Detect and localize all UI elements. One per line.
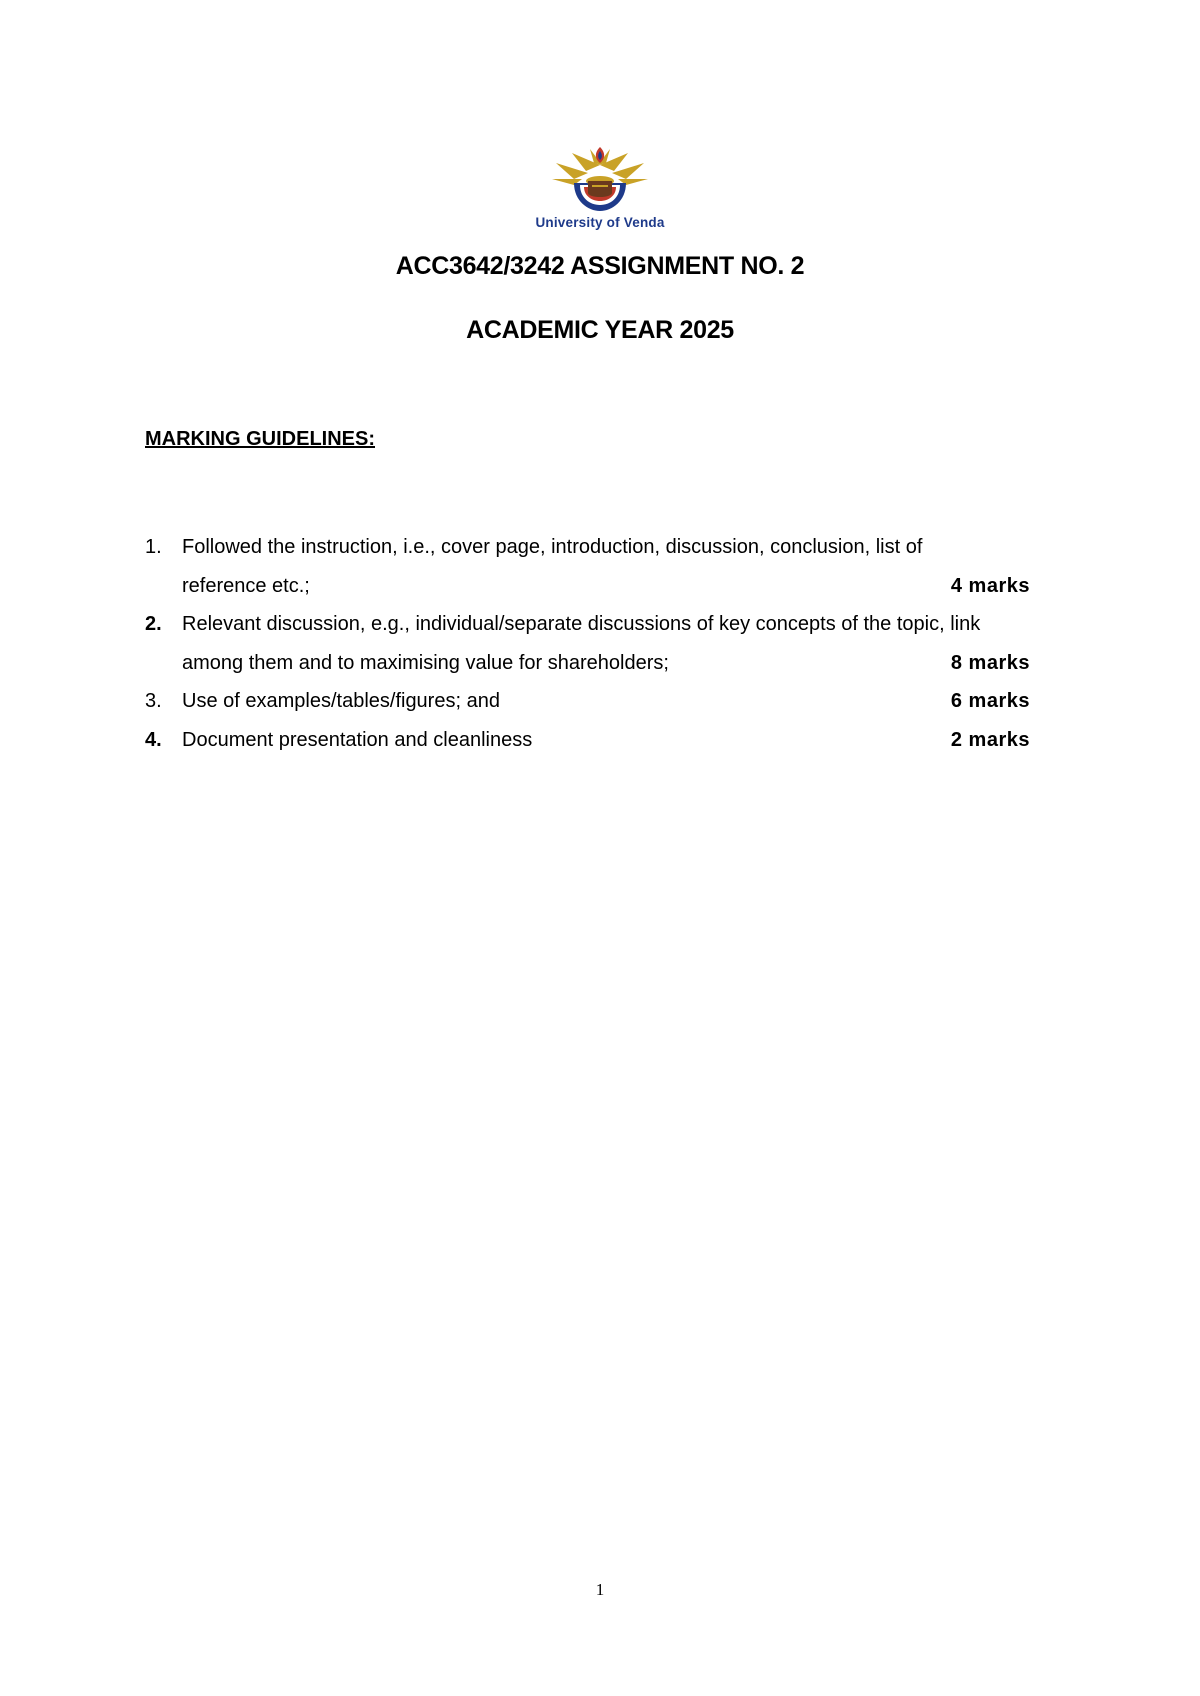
criterion-text: Relevant discussion, e.g., individual/separate discussions of key concepts of the topic, link among them and to maximising value for shareholders; — [182, 613, 981, 674]
academic-year: ACADEMIC YEAR 2025 — [466, 316, 734, 344]
assignment-title: ACC3642/3242 ASSIGNMENT NO. 2 — [395, 252, 805, 280]
criterion-number: 2. — [145, 613, 162, 635]
marking-criteria-list — [145, 528, 1030, 759]
criterion-marks: 2 marks — [950, 728, 1030, 751]
criterion-item — [145, 528, 1030, 605]
criterion-item — [145, 682, 1030, 721]
logo-wordmark: University of Venda — [535, 215, 665, 230]
criterion-marks: 4 marks — [950, 574, 1030, 597]
criterion-number: 1. — [145, 536, 162, 558]
criterion-number: 3. — [145, 690, 162, 712]
criterion-marks: 8 marks — [950, 651, 1030, 674]
criterion-text: Followed the instruction, i.e., cover page, introduction, discussion, conclusion, list of reference etc.; — [182, 536, 923, 597]
criterion-number: 4. — [145, 728, 162, 751]
university-logo — [512, 145, 688, 233]
page-number: 1 — [595, 1580, 605, 1599]
marking-guidelines-heading: MARKING GUIDELINES: — [145, 428, 375, 450]
criterion-text: Document presentation and cleanliness — [182, 728, 533, 751]
criterion-marks: 6 marks — [950, 690, 1030, 712]
criterion-item — [145, 605, 1030, 682]
criterion-text: Use of examples/tables/figures; and — [182, 690, 500, 712]
university-crest-icon — [512, 145, 688, 217]
criterion-item — [145, 721, 1030, 760]
